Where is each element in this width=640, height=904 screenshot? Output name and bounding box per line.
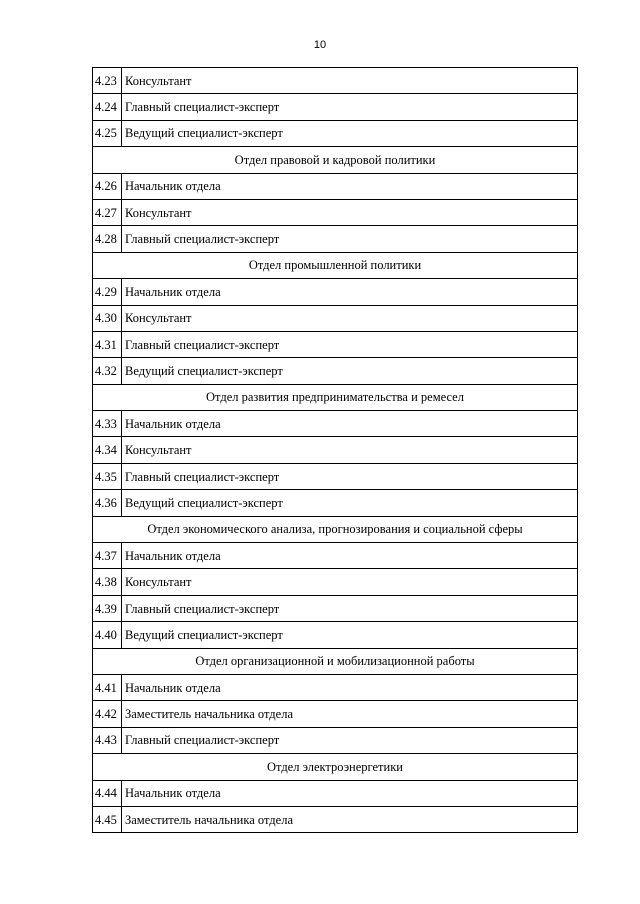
position-number: 4.33 — [93, 411, 122, 437]
position-number: 4.27 — [93, 199, 122, 225]
position-number: 4.25 — [93, 120, 122, 146]
positions-table-body — [93, 68, 578, 833]
table-row — [93, 199, 578, 225]
positions-table — [92, 67, 578, 833]
position-number: 4.30 — [93, 305, 122, 331]
position-number: 4.32 — [93, 358, 122, 384]
position-number: 4.39 — [93, 595, 122, 621]
section-title: Отдел экономического анализа, прогнозирования и социальной сферы — [93, 516, 578, 542]
table-row — [93, 226, 578, 252]
section-row — [93, 648, 578, 674]
position-title: Главный специалист-эксперт — [122, 94, 578, 120]
position-number: 4.26 — [93, 173, 122, 199]
table-row — [93, 411, 578, 437]
table-row — [93, 437, 578, 463]
table-row — [93, 305, 578, 331]
position-number: 4.31 — [93, 331, 122, 357]
position-title: Начальник отдела — [122, 279, 578, 305]
position-title: Заместитель начальника отдела — [122, 701, 578, 727]
position-number: 4.42 — [93, 701, 122, 727]
section-row — [93, 252, 578, 278]
table-row — [93, 622, 578, 648]
position-number: 4.34 — [93, 437, 122, 463]
position-title: Начальник отдела — [122, 543, 578, 569]
table-row — [93, 780, 578, 806]
position-number: 4.41 — [93, 674, 122, 700]
position-number: 4.35 — [93, 463, 122, 489]
position-title: Консультант — [122, 437, 578, 463]
table-row — [93, 543, 578, 569]
table-row — [93, 68, 578, 94]
section-title: Отдел развития предпринимательства и ремесел — [93, 384, 578, 410]
table-row — [93, 279, 578, 305]
table-row — [93, 94, 578, 120]
table-row — [93, 490, 578, 516]
section-title: Отдел электроэнергетики — [93, 754, 578, 780]
position-number: 4.28 — [93, 226, 122, 252]
section-title: Отдел правовой и кадровой политики — [93, 147, 578, 173]
position-number: 4.44 — [93, 780, 122, 806]
table-row — [93, 674, 578, 700]
position-title: Консультант — [122, 68, 578, 94]
table-row — [93, 120, 578, 146]
position-title: Ведущий специалист-эксперт — [122, 490, 578, 516]
table-row — [93, 701, 578, 727]
position-title: Главный специалист-эксперт — [122, 226, 578, 252]
position-number: 4.43 — [93, 727, 122, 753]
position-number: 4.23 — [93, 68, 122, 94]
position-number: 4.40 — [93, 622, 122, 648]
position-title: Консультант — [122, 199, 578, 225]
position-title: Ведущий специалист-эксперт — [122, 622, 578, 648]
table-row — [93, 727, 578, 753]
position-number: 4.38 — [93, 569, 122, 595]
position-title: Главный специалист-эксперт — [122, 463, 578, 489]
table-row — [93, 173, 578, 199]
section-title: Отдел организационной и мобилизационной работы — [93, 648, 578, 674]
position-number: 4.24 — [93, 94, 122, 120]
position-title: Начальник отдела — [122, 173, 578, 199]
table-row — [93, 463, 578, 489]
position-title: Ведущий специалист-эксперт — [122, 120, 578, 146]
position-number: 4.37 — [93, 543, 122, 569]
position-title: Заместитель начальника отдела — [122, 806, 578, 832]
position-title: Консультант — [122, 569, 578, 595]
position-title: Начальник отдела — [122, 411, 578, 437]
section-title: Отдел промышленной политики — [93, 252, 578, 278]
table-row — [93, 569, 578, 595]
position-title: Главный специалист-эксперт — [122, 727, 578, 753]
section-row — [93, 754, 578, 780]
table-row — [93, 331, 578, 357]
position-number: 4.45 — [93, 806, 122, 832]
position-title: Консультант — [122, 305, 578, 331]
table-row — [93, 806, 578, 832]
position-number: 4.29 — [93, 279, 122, 305]
table-row — [93, 358, 578, 384]
position-number: 4.36 — [93, 490, 122, 516]
page-number: 10 — [313, 39, 327, 51]
position-title: Главный специалист-эксперт — [122, 595, 578, 621]
position-title: Главный специалист-эксперт — [122, 331, 578, 357]
position-title: Начальник отдела — [122, 780, 578, 806]
section-row — [93, 147, 578, 173]
section-row — [93, 516, 578, 542]
position-title: Начальник отдела — [122, 674, 578, 700]
position-title: Ведущий специалист-эксперт — [122, 358, 578, 384]
section-row — [93, 384, 578, 410]
table-row — [93, 595, 578, 621]
